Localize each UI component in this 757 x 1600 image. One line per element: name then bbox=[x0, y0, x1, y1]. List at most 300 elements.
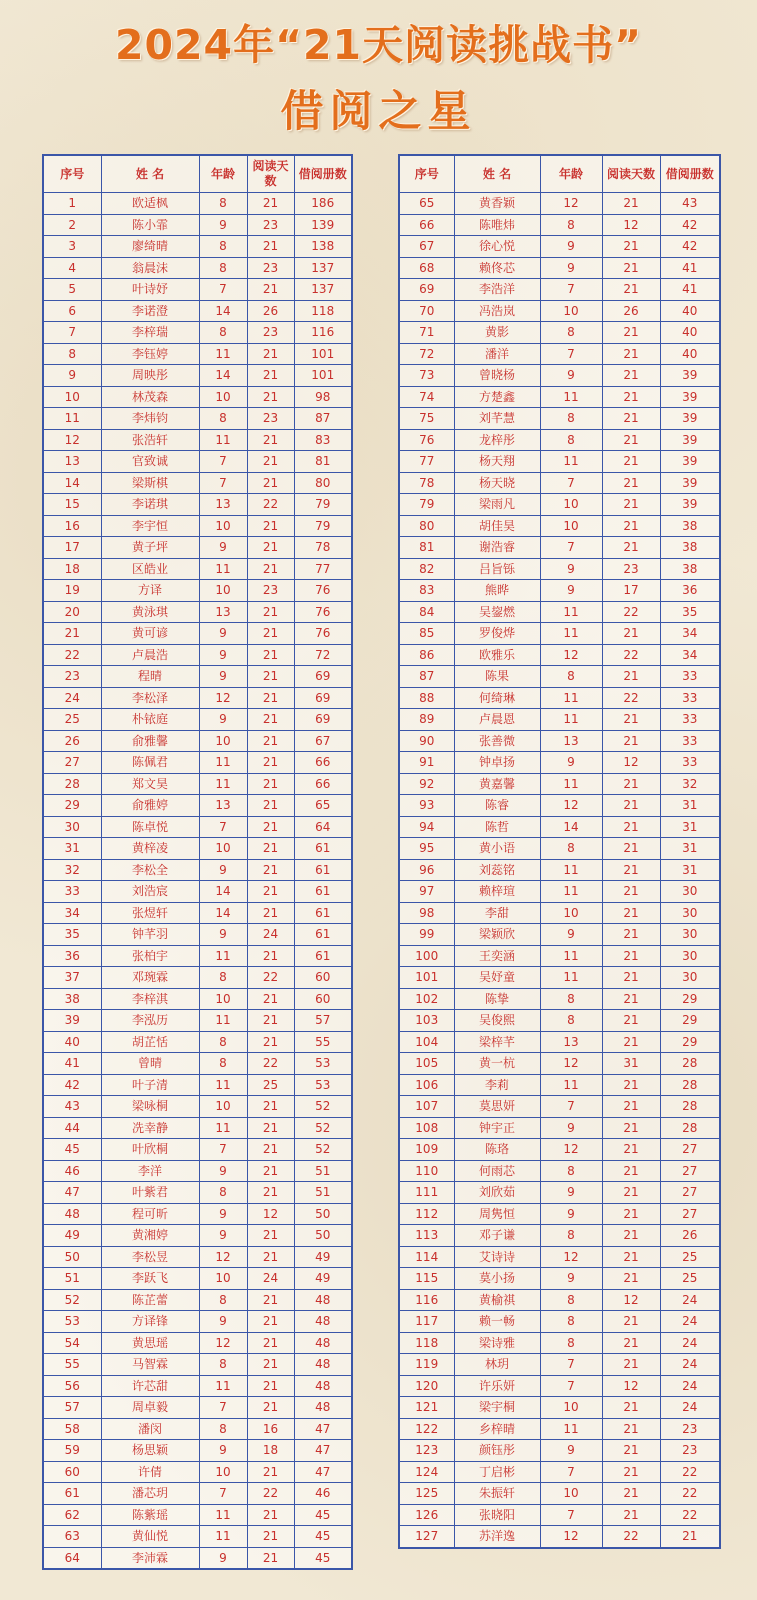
cell-name: 苏洋逸 bbox=[454, 1526, 540, 1548]
column-header-days: 阅读天数 bbox=[247, 155, 294, 193]
cell-age: 8 bbox=[540, 1160, 602, 1182]
table-row bbox=[399, 816, 720, 838]
cell-age: 7 bbox=[540, 537, 602, 559]
cell-books: 66 bbox=[294, 752, 352, 774]
cell-days: 21 bbox=[602, 838, 660, 860]
cell-no: 53 bbox=[43, 1311, 101, 1333]
table-row bbox=[43, 902, 352, 924]
table-row bbox=[43, 1311, 352, 1333]
cell-days: 21 bbox=[247, 1354, 294, 1376]
cell-no: 50 bbox=[43, 1246, 101, 1268]
cell-books: 87 bbox=[294, 408, 352, 430]
cell-books: 27 bbox=[660, 1139, 720, 1161]
cell-books: 25 bbox=[660, 1268, 720, 1290]
cell-age: 10 bbox=[540, 300, 602, 322]
cell-age: 8 bbox=[540, 1332, 602, 1354]
cell-name: 邓子谦 bbox=[454, 1225, 540, 1247]
table-row bbox=[399, 730, 720, 752]
cell-age: 10 bbox=[199, 730, 247, 752]
cell-days: 21 bbox=[247, 1526, 294, 1548]
cell-books: 24 bbox=[660, 1375, 720, 1397]
table-row bbox=[399, 343, 720, 365]
cell-age: 9 bbox=[199, 623, 247, 645]
cell-name: 黄可谚 bbox=[101, 623, 199, 645]
table-row bbox=[43, 881, 352, 903]
cell-age: 14 bbox=[199, 365, 247, 387]
table-row bbox=[43, 709, 352, 731]
table-row bbox=[399, 322, 720, 344]
cell-no: 95 bbox=[399, 838, 454, 860]
cell-age: 10 bbox=[540, 494, 602, 516]
cell-no: 31 bbox=[43, 838, 101, 860]
table-row bbox=[399, 1010, 720, 1032]
cell-age: 11 bbox=[199, 1375, 247, 1397]
cell-days: 21 bbox=[602, 1225, 660, 1247]
cell-no: 92 bbox=[399, 773, 454, 795]
table-row bbox=[399, 365, 720, 387]
cell-name: 颜钰彤 bbox=[454, 1440, 540, 1462]
cell-books: 60 bbox=[294, 967, 352, 989]
cell-no: 76 bbox=[399, 429, 454, 451]
cell-books: 35 bbox=[660, 601, 720, 623]
cell-age: 9 bbox=[199, 859, 247, 881]
cell-books: 64 bbox=[294, 816, 352, 838]
cell-age: 9 bbox=[540, 924, 602, 946]
cell-no: 102 bbox=[399, 988, 454, 1010]
cell-age: 7 bbox=[540, 1504, 602, 1526]
cell-name: 方译 bbox=[101, 580, 199, 602]
table-row bbox=[399, 236, 720, 258]
cell-days: 12 bbox=[602, 752, 660, 774]
cell-days: 21 bbox=[247, 623, 294, 645]
table-row bbox=[399, 1440, 720, 1462]
table-row bbox=[43, 386, 352, 408]
cell-no: 70 bbox=[399, 300, 454, 322]
cell-age: 11 bbox=[199, 1526, 247, 1548]
cell-name: 李诺澄 bbox=[101, 300, 199, 322]
cell-no: 93 bbox=[399, 795, 454, 817]
cell-days: 23 bbox=[247, 322, 294, 344]
cell-no: 117 bbox=[399, 1311, 454, 1333]
table-row bbox=[43, 408, 352, 430]
cell-books: 30 bbox=[660, 924, 720, 946]
cell-no: 90 bbox=[399, 730, 454, 752]
cell-name: 许倩 bbox=[101, 1461, 199, 1483]
cell-books: 33 bbox=[660, 666, 720, 688]
cell-age: 11 bbox=[540, 709, 602, 731]
cell-no: 27 bbox=[43, 752, 101, 774]
cell-books: 27 bbox=[660, 1203, 720, 1225]
cell-age: 11 bbox=[199, 429, 247, 451]
cell-no: 16 bbox=[43, 515, 101, 537]
cell-age: 13 bbox=[199, 494, 247, 516]
table-row bbox=[43, 1397, 352, 1419]
cell-days: 12 bbox=[602, 214, 660, 236]
cell-name: 官致诚 bbox=[101, 451, 199, 473]
table-row bbox=[43, 1010, 352, 1032]
table-row bbox=[399, 1397, 720, 1419]
cell-books: 51 bbox=[294, 1160, 352, 1182]
cell-days: 22 bbox=[602, 644, 660, 666]
roster-body-left bbox=[43, 193, 352, 1570]
cell-days: 21 bbox=[247, 1397, 294, 1419]
cell-name: 梁宇桐 bbox=[454, 1397, 540, 1419]
table-row bbox=[43, 1139, 352, 1161]
cell-no: 86 bbox=[399, 644, 454, 666]
cell-name: 卢晨浩 bbox=[101, 644, 199, 666]
cell-no: 45 bbox=[43, 1139, 101, 1161]
cell-days: 21 bbox=[602, 1160, 660, 1182]
cell-days: 24 bbox=[247, 1268, 294, 1290]
cell-name: 陈唯炜 bbox=[454, 214, 540, 236]
cell-books: 33 bbox=[660, 752, 720, 774]
cell-days: 21 bbox=[602, 945, 660, 967]
cell-age: 8 bbox=[199, 1053, 247, 1075]
cell-no: 97 bbox=[399, 881, 454, 903]
cell-age: 8 bbox=[540, 322, 602, 344]
table-row bbox=[399, 601, 720, 623]
table-row bbox=[43, 1268, 352, 1290]
cell-name: 郑文昊 bbox=[101, 773, 199, 795]
cell-days: 21 bbox=[602, 666, 660, 688]
cell-days: 23 bbox=[247, 580, 294, 602]
cell-days: 21 bbox=[247, 752, 294, 774]
cell-name: 何雨芯 bbox=[454, 1160, 540, 1182]
cell-no: 75 bbox=[399, 408, 454, 430]
cell-no: 38 bbox=[43, 988, 101, 1010]
cell-days: 21 bbox=[247, 1139, 294, 1161]
cell-age: 8 bbox=[540, 214, 602, 236]
cell-books: 61 bbox=[294, 838, 352, 860]
cell-books: 83 bbox=[294, 429, 352, 451]
cell-books: 23 bbox=[660, 1418, 720, 1440]
table-row bbox=[399, 279, 720, 301]
table-row bbox=[43, 1053, 352, 1075]
cell-books: 48 bbox=[294, 1311, 352, 1333]
cell-no: 73 bbox=[399, 365, 454, 387]
cell-name: 吴俊熙 bbox=[454, 1010, 540, 1032]
cell-name: 李甜 bbox=[454, 902, 540, 924]
cell-books: 24 bbox=[660, 1289, 720, 1311]
cell-no: 109 bbox=[399, 1139, 454, 1161]
cell-no: 127 bbox=[399, 1526, 454, 1548]
cell-age: 9 bbox=[199, 666, 247, 688]
table-row bbox=[43, 752, 352, 774]
cell-books: 80 bbox=[294, 472, 352, 494]
cell-books: 42 bbox=[660, 236, 720, 258]
cell-age: 8 bbox=[199, 408, 247, 430]
cell-no: 21 bbox=[43, 623, 101, 645]
cell-name: 冯浩岚 bbox=[454, 300, 540, 322]
cell-name: 黄梓凌 bbox=[101, 838, 199, 860]
cell-books: 46 bbox=[294, 1483, 352, 1505]
cell-no: 55 bbox=[43, 1354, 101, 1376]
cell-no: 41 bbox=[43, 1053, 101, 1075]
cell-name: 梁斯棋 bbox=[101, 472, 199, 494]
cell-name: 陈芷蕾 bbox=[101, 1289, 199, 1311]
cell-days: 21 bbox=[247, 1031, 294, 1053]
cell-days: 21 bbox=[602, 709, 660, 731]
cell-books: 137 bbox=[294, 257, 352, 279]
table-row bbox=[399, 1268, 720, 1290]
cell-name: 黄香颖 bbox=[454, 193, 540, 215]
table-row bbox=[43, 429, 352, 451]
cell-name: 林茂森 bbox=[101, 386, 199, 408]
cell-days: 23 bbox=[247, 214, 294, 236]
table-row bbox=[399, 1504, 720, 1526]
cell-books: 28 bbox=[660, 1117, 720, 1139]
cell-no: 126 bbox=[399, 1504, 454, 1526]
cell-days: 21 bbox=[247, 1375, 294, 1397]
cell-books: 137 bbox=[294, 279, 352, 301]
cell-books: 42 bbox=[660, 214, 720, 236]
table-row bbox=[399, 1354, 720, 1376]
cell-name: 卢晨恩 bbox=[454, 709, 540, 731]
cell-no: 48 bbox=[43, 1203, 101, 1225]
cell-days: 21 bbox=[247, 859, 294, 881]
cell-age: 7 bbox=[540, 1096, 602, 1118]
cell-no: 42 bbox=[43, 1074, 101, 1096]
cell-age: 14 bbox=[199, 881, 247, 903]
cell-name: 杨天翔 bbox=[454, 451, 540, 473]
cell-books: 21 bbox=[660, 1526, 720, 1548]
table-row bbox=[399, 752, 720, 774]
cell-books: 53 bbox=[294, 1053, 352, 1075]
cell-no: 71 bbox=[399, 322, 454, 344]
cell-days: 21 bbox=[247, 795, 294, 817]
table-row bbox=[399, 1160, 720, 1182]
cell-days: 21 bbox=[602, 773, 660, 795]
cell-no: 13 bbox=[43, 451, 101, 473]
cell-name: 黄泳琪 bbox=[101, 601, 199, 623]
table-row bbox=[399, 1332, 720, 1354]
cell-days: 21 bbox=[247, 1182, 294, 1204]
cell-books: 98 bbox=[294, 386, 352, 408]
cell-name: 张浩轩 bbox=[101, 429, 199, 451]
cell-days: 21 bbox=[247, 429, 294, 451]
cell-books: 40 bbox=[660, 300, 720, 322]
cell-days: 21 bbox=[602, 515, 660, 537]
table-row bbox=[399, 859, 720, 881]
cell-no: 83 bbox=[399, 580, 454, 602]
cell-books: 39 bbox=[660, 451, 720, 473]
cell-books: 52 bbox=[294, 1139, 352, 1161]
cell-age: 9 bbox=[540, 1440, 602, 1462]
table-row bbox=[43, 1504, 352, 1526]
page-subtitle: 借阅之星 bbox=[280, 87, 477, 137]
cell-no: 123 bbox=[399, 1440, 454, 1462]
cell-no: 96 bbox=[399, 859, 454, 881]
page-title: 2024年“21天阅读挑战书” bbox=[114, 21, 643, 69]
column-header-name: 姓 名 bbox=[454, 155, 540, 193]
table-row bbox=[43, 838, 352, 860]
table-row bbox=[43, 236, 352, 258]
cell-name: 陈挚 bbox=[454, 988, 540, 1010]
cell-name: 梁颖欣 bbox=[454, 924, 540, 946]
cell-no: 119 bbox=[399, 1354, 454, 1376]
table-row bbox=[399, 1096, 720, 1118]
table-row bbox=[43, 257, 352, 279]
cell-age: 12 bbox=[540, 1246, 602, 1268]
cell-age: 13 bbox=[540, 1031, 602, 1053]
cell-books: 79 bbox=[294, 494, 352, 516]
table-row bbox=[43, 1483, 352, 1505]
cell-days: 21 bbox=[247, 773, 294, 795]
cell-name: 熊晔 bbox=[454, 580, 540, 602]
table-row bbox=[399, 1483, 720, 1505]
cell-books: 33 bbox=[660, 709, 720, 731]
table-row bbox=[43, 343, 352, 365]
cell-books: 49 bbox=[294, 1246, 352, 1268]
cell-name: 叶子清 bbox=[101, 1074, 199, 1096]
table-row bbox=[399, 945, 720, 967]
cell-age: 12 bbox=[540, 795, 602, 817]
cell-days: 21 bbox=[602, 1182, 660, 1204]
cell-days: 21 bbox=[247, 1461, 294, 1483]
cell-books: 78 bbox=[294, 537, 352, 559]
cell-days: 21 bbox=[247, 472, 294, 494]
column-header-days: 阅读天数 bbox=[602, 155, 660, 193]
cell-books: 38 bbox=[660, 515, 720, 537]
cell-books: 39 bbox=[660, 386, 720, 408]
roster-table-left bbox=[42, 154, 353, 1570]
cell-days: 21 bbox=[247, 687, 294, 709]
cell-age: 11 bbox=[540, 967, 602, 989]
cell-days: 21 bbox=[602, 1397, 660, 1419]
cell-days: 21 bbox=[247, 1160, 294, 1182]
cell-books: 39 bbox=[660, 408, 720, 430]
cell-days: 21 bbox=[602, 924, 660, 946]
cell-name: 欧雅乐 bbox=[454, 644, 540, 666]
cell-no: 56 bbox=[43, 1375, 101, 1397]
cell-age: 9 bbox=[199, 1225, 247, 1247]
cell-books: 69 bbox=[294, 666, 352, 688]
table-header-row bbox=[399, 155, 720, 193]
cell-name: 刘蕊铭 bbox=[454, 859, 540, 881]
column-header-no: 序号 bbox=[43, 155, 101, 193]
cell-no: 101 bbox=[399, 967, 454, 989]
cell-age: 11 bbox=[199, 1117, 247, 1139]
cell-age: 12 bbox=[540, 644, 602, 666]
cell-age: 9 bbox=[199, 1160, 247, 1182]
cell-no: 3 bbox=[43, 236, 101, 258]
cell-days: 24 bbox=[247, 924, 294, 946]
table-row bbox=[399, 1418, 720, 1440]
table-row bbox=[399, 558, 720, 580]
table-row bbox=[43, 1461, 352, 1483]
column-header-no: 序号 bbox=[399, 155, 454, 193]
cell-name: 梁诗雅 bbox=[454, 1332, 540, 1354]
cell-age: 7 bbox=[540, 472, 602, 494]
cell-name: 翁晨沫 bbox=[101, 257, 199, 279]
table-row bbox=[399, 214, 720, 236]
cell-books: 33 bbox=[660, 687, 720, 709]
cell-days: 21 bbox=[247, 558, 294, 580]
cell-name: 陈佩君 bbox=[101, 752, 199, 774]
cell-days: 22 bbox=[247, 1483, 294, 1505]
table-row bbox=[43, 1440, 352, 1462]
table-row bbox=[399, 515, 720, 537]
cell-age: 8 bbox=[199, 322, 247, 344]
cell-days: 21 bbox=[247, 1547, 294, 1569]
cell-no: 23 bbox=[43, 666, 101, 688]
cell-age: 7 bbox=[540, 343, 602, 365]
cell-age: 9 bbox=[199, 1547, 247, 1569]
cell-books: 118 bbox=[294, 300, 352, 322]
cell-age: 7 bbox=[540, 279, 602, 301]
cell-books: 27 bbox=[660, 1182, 720, 1204]
cell-name: 李钰婷 bbox=[101, 343, 199, 365]
cell-age: 9 bbox=[199, 1203, 247, 1225]
cell-no: 61 bbox=[43, 1483, 101, 1505]
cell-days: 21 bbox=[602, 1354, 660, 1376]
cell-books: 76 bbox=[294, 623, 352, 645]
cell-days: 21 bbox=[602, 1483, 660, 1505]
table-row bbox=[43, 601, 352, 623]
cell-days: 21 bbox=[602, 1268, 660, 1290]
cell-age: 8 bbox=[540, 1289, 602, 1311]
cell-books: 69 bbox=[294, 687, 352, 709]
cell-name: 张柏宇 bbox=[101, 945, 199, 967]
table-row bbox=[43, 924, 352, 946]
cell-no: 11 bbox=[43, 408, 101, 430]
cell-age: 11 bbox=[540, 1074, 602, 1096]
cell-name: 方译锋 bbox=[101, 1311, 199, 1333]
table-row bbox=[399, 472, 720, 494]
cell-books: 24 bbox=[660, 1332, 720, 1354]
cell-books: 101 bbox=[294, 365, 352, 387]
table-row bbox=[399, 1526, 720, 1548]
cell-days: 21 bbox=[247, 601, 294, 623]
cell-books: 101 bbox=[294, 343, 352, 365]
cell-age: 12 bbox=[540, 1139, 602, 1161]
cell-books: 31 bbox=[660, 816, 720, 838]
cell-name: 莫小扬 bbox=[454, 1268, 540, 1290]
cell-books: 116 bbox=[294, 322, 352, 344]
cell-no: 43 bbox=[43, 1096, 101, 1118]
cell-age: 11 bbox=[199, 1074, 247, 1096]
cell-days: 21 bbox=[602, 1332, 660, 1354]
cell-no: 87 bbox=[399, 666, 454, 688]
cell-days: 21 bbox=[602, 730, 660, 752]
cell-books: 29 bbox=[660, 1031, 720, 1053]
cell-no: 54 bbox=[43, 1332, 101, 1354]
cell-books: 49 bbox=[294, 1268, 352, 1290]
cell-no: 85 bbox=[399, 623, 454, 645]
column-header-age: 年龄 bbox=[199, 155, 247, 193]
table-row bbox=[43, 945, 352, 967]
table-row bbox=[43, 494, 352, 516]
cell-no: 100 bbox=[399, 945, 454, 967]
cell-days: 23 bbox=[247, 257, 294, 279]
cell-age: 10 bbox=[540, 1397, 602, 1419]
cell-days: 23 bbox=[602, 558, 660, 580]
cell-no: 63 bbox=[43, 1526, 101, 1548]
cell-days: 22 bbox=[247, 494, 294, 516]
table-row bbox=[43, 451, 352, 473]
cell-books: 138 bbox=[294, 236, 352, 258]
cell-name: 潘洋 bbox=[454, 343, 540, 365]
cell-name: 杨思颖 bbox=[101, 1440, 199, 1462]
cell-name: 吴鋆燃 bbox=[454, 601, 540, 623]
cell-books: 22 bbox=[660, 1504, 720, 1526]
cell-books: 43 bbox=[660, 193, 720, 215]
table-row bbox=[399, 1117, 720, 1139]
table-row bbox=[43, 472, 352, 494]
cell-books: 38 bbox=[660, 558, 720, 580]
cell-no: 66 bbox=[399, 214, 454, 236]
cell-days: 21 bbox=[602, 1139, 660, 1161]
